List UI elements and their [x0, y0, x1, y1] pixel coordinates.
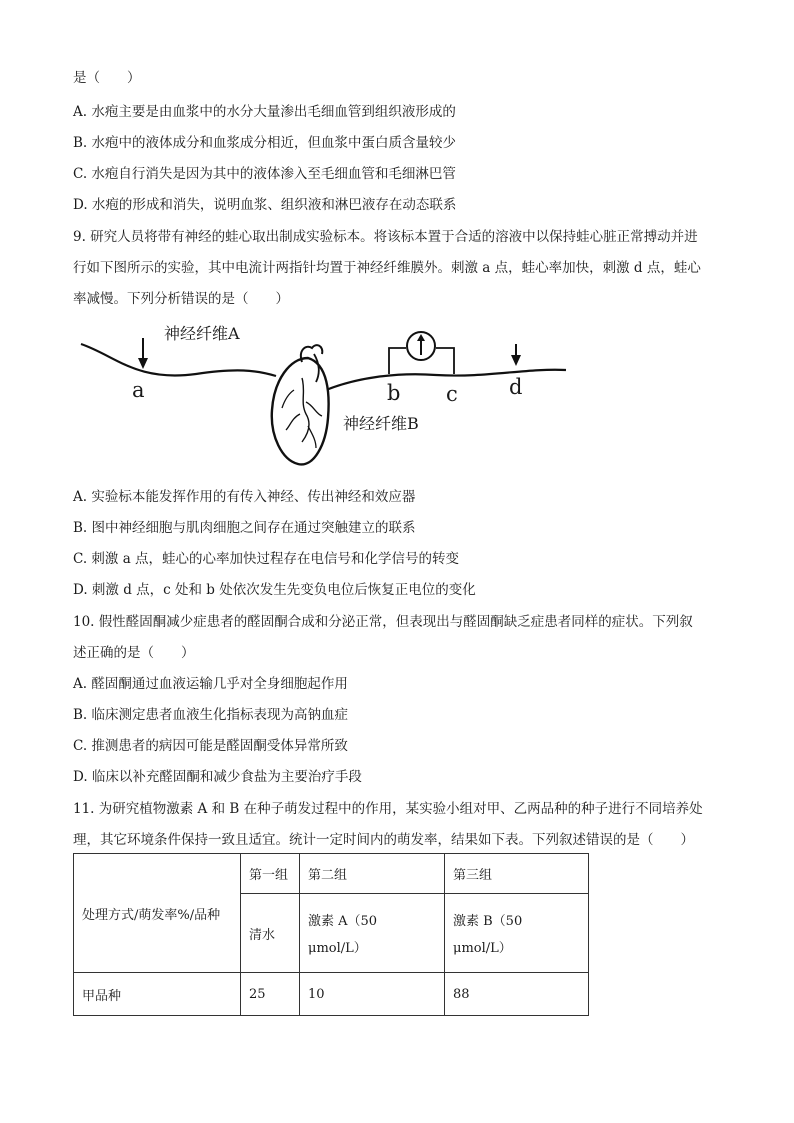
stimulus-arrow-a [138, 338, 148, 369]
table-header-group3: 第三组 [445, 854, 589, 894]
table-row [74, 854, 589, 894]
label-point-d: d [509, 375, 523, 399]
label-point-a: a [132, 378, 145, 402]
q8-option-d: D. 水疱的形成和消失，说明血浆、组织液和淋巴液存在动态联系 [73, 197, 457, 213]
table-treatment-hormone-a [300, 894, 445, 973]
q10-option-c: C. 推测患者的病因可能是醛固酮受体异常所致 [73, 738, 348, 754]
table-treatment-water: 清水 [241, 894, 300, 973]
label-fiber-b: 神经纤维B [343, 414, 419, 433]
q10-option-a: A. 醛固酮通过血液运输几乎对全身细胞起作用 [73, 676, 348, 692]
table-row [74, 973, 589, 1016]
q9-option-a: A. 实验标本能发挥作用的有传入神经、传出神经和效应器 [73, 489, 416, 505]
table-cell-value: 25 [241, 973, 300, 1016]
q8-option-a: A. 水疱主要是由血浆中的水分大量渗出毛细血管到组织液形成的 [73, 104, 456, 120]
q9-option-c: C. 刺激 a 点，蛙心的心率加快过程存在电信号和化学信号的转变 [73, 551, 460, 567]
hormone-b-line-1: 激素 B（50 [453, 914, 523, 929]
label-point-b: b [387, 381, 401, 405]
q8-option-b: B. 水疱中的液体成分和血浆成分相近，但血浆中蛋白质含量较少 [73, 135, 457, 151]
table-corner-header: 处理方式/萌发率%/品种 [74, 854, 241, 973]
nerve-fiber-a-line [81, 344, 276, 376]
q9-stem-line-2: 行如下图所示的实验，其中电流计两指针均置于神经纤维膜外。刺激 a 点，蛙心率加快，刺激 d 点，蛙心 [73, 260, 701, 276]
table-header-group2: 第二组 [300, 854, 445, 894]
diagram-drawing [76, 318, 576, 474]
q9-option-b: B. 图中神经细胞与肌肉细胞之间存在通过突触建立的联系 [73, 520, 416, 536]
galvanometer [389, 332, 454, 374]
label-fiber-a: 神经纤维A [164, 324, 240, 343]
frog-heart [272, 345, 329, 464]
table-header-group1: 第一组 [241, 854, 300, 894]
table-cell-value: 10 [300, 973, 445, 1016]
q9-stem-line-1: 9. 研究人员将带有神经的蛙心取出制成实验标本。将该标本置于合适的溶液中以保持蛙心脏正常搏动并进 [73, 229, 698, 245]
table-cell-value: 88 [445, 973, 589, 1016]
hormone-b-line-2: μmol/L） [453, 941, 512, 956]
q11-stem-line-2: 理，其它环境条件保持一致且适宜。统计一定时间内的萌发率，结果如下表。下列叙述错误的是（ ） [73, 832, 694, 848]
hormone-a-line-2: μmol/L） [308, 941, 367, 956]
hormone-a-line-1: 激素 A（50 [308, 914, 378, 929]
germination-table [73, 853, 589, 1016]
q8-stem-end: 是（ ） [73, 70, 141, 86]
stimulus-arrow-d [511, 344, 521, 366]
q10-option-d: D. 临床以补充醛固酮和减少食盐为主要治疗手段 [73, 769, 362, 785]
q9-option-d: D. 刺激 d 点，c 处和 b 处依次发生先变负电位后恢复正电位的变化 [73, 582, 476, 598]
q10-option-b: B. 临床测定患者血液生化指标表现为高钠血症 [73, 707, 349, 723]
q11-stem-line-1: 11. 为研究植物激素 A 和 B 在种子萌发过程中的作用，某实验小组对甲、乙两品种的种子进行不同培养处 [73, 801, 703, 817]
table-row-label-jia: 甲品种 [74, 973, 241, 1016]
q8-option-c: C. 水疱自行消失是因为其中的液体渗入至毛细血管和毛细淋巴管 [73, 166, 456, 182]
q9-stem-line-3: 率减慢。下列分析错误的是（ ） [73, 291, 289, 307]
table-treatment-hormone-b [445, 894, 589, 973]
label-point-c: c [446, 382, 458, 406]
q10-stem-line-1: 10. 假性醛固酮减少症患者的醛固酮合成和分泌正常，但表现出与醛固酮缺乏症患者同样的症状。下列叙 [73, 614, 693, 630]
frog-heart-diagram [76, 318, 576, 474]
q10-stem-line-2: 述正确的是（ ） [73, 645, 195, 661]
